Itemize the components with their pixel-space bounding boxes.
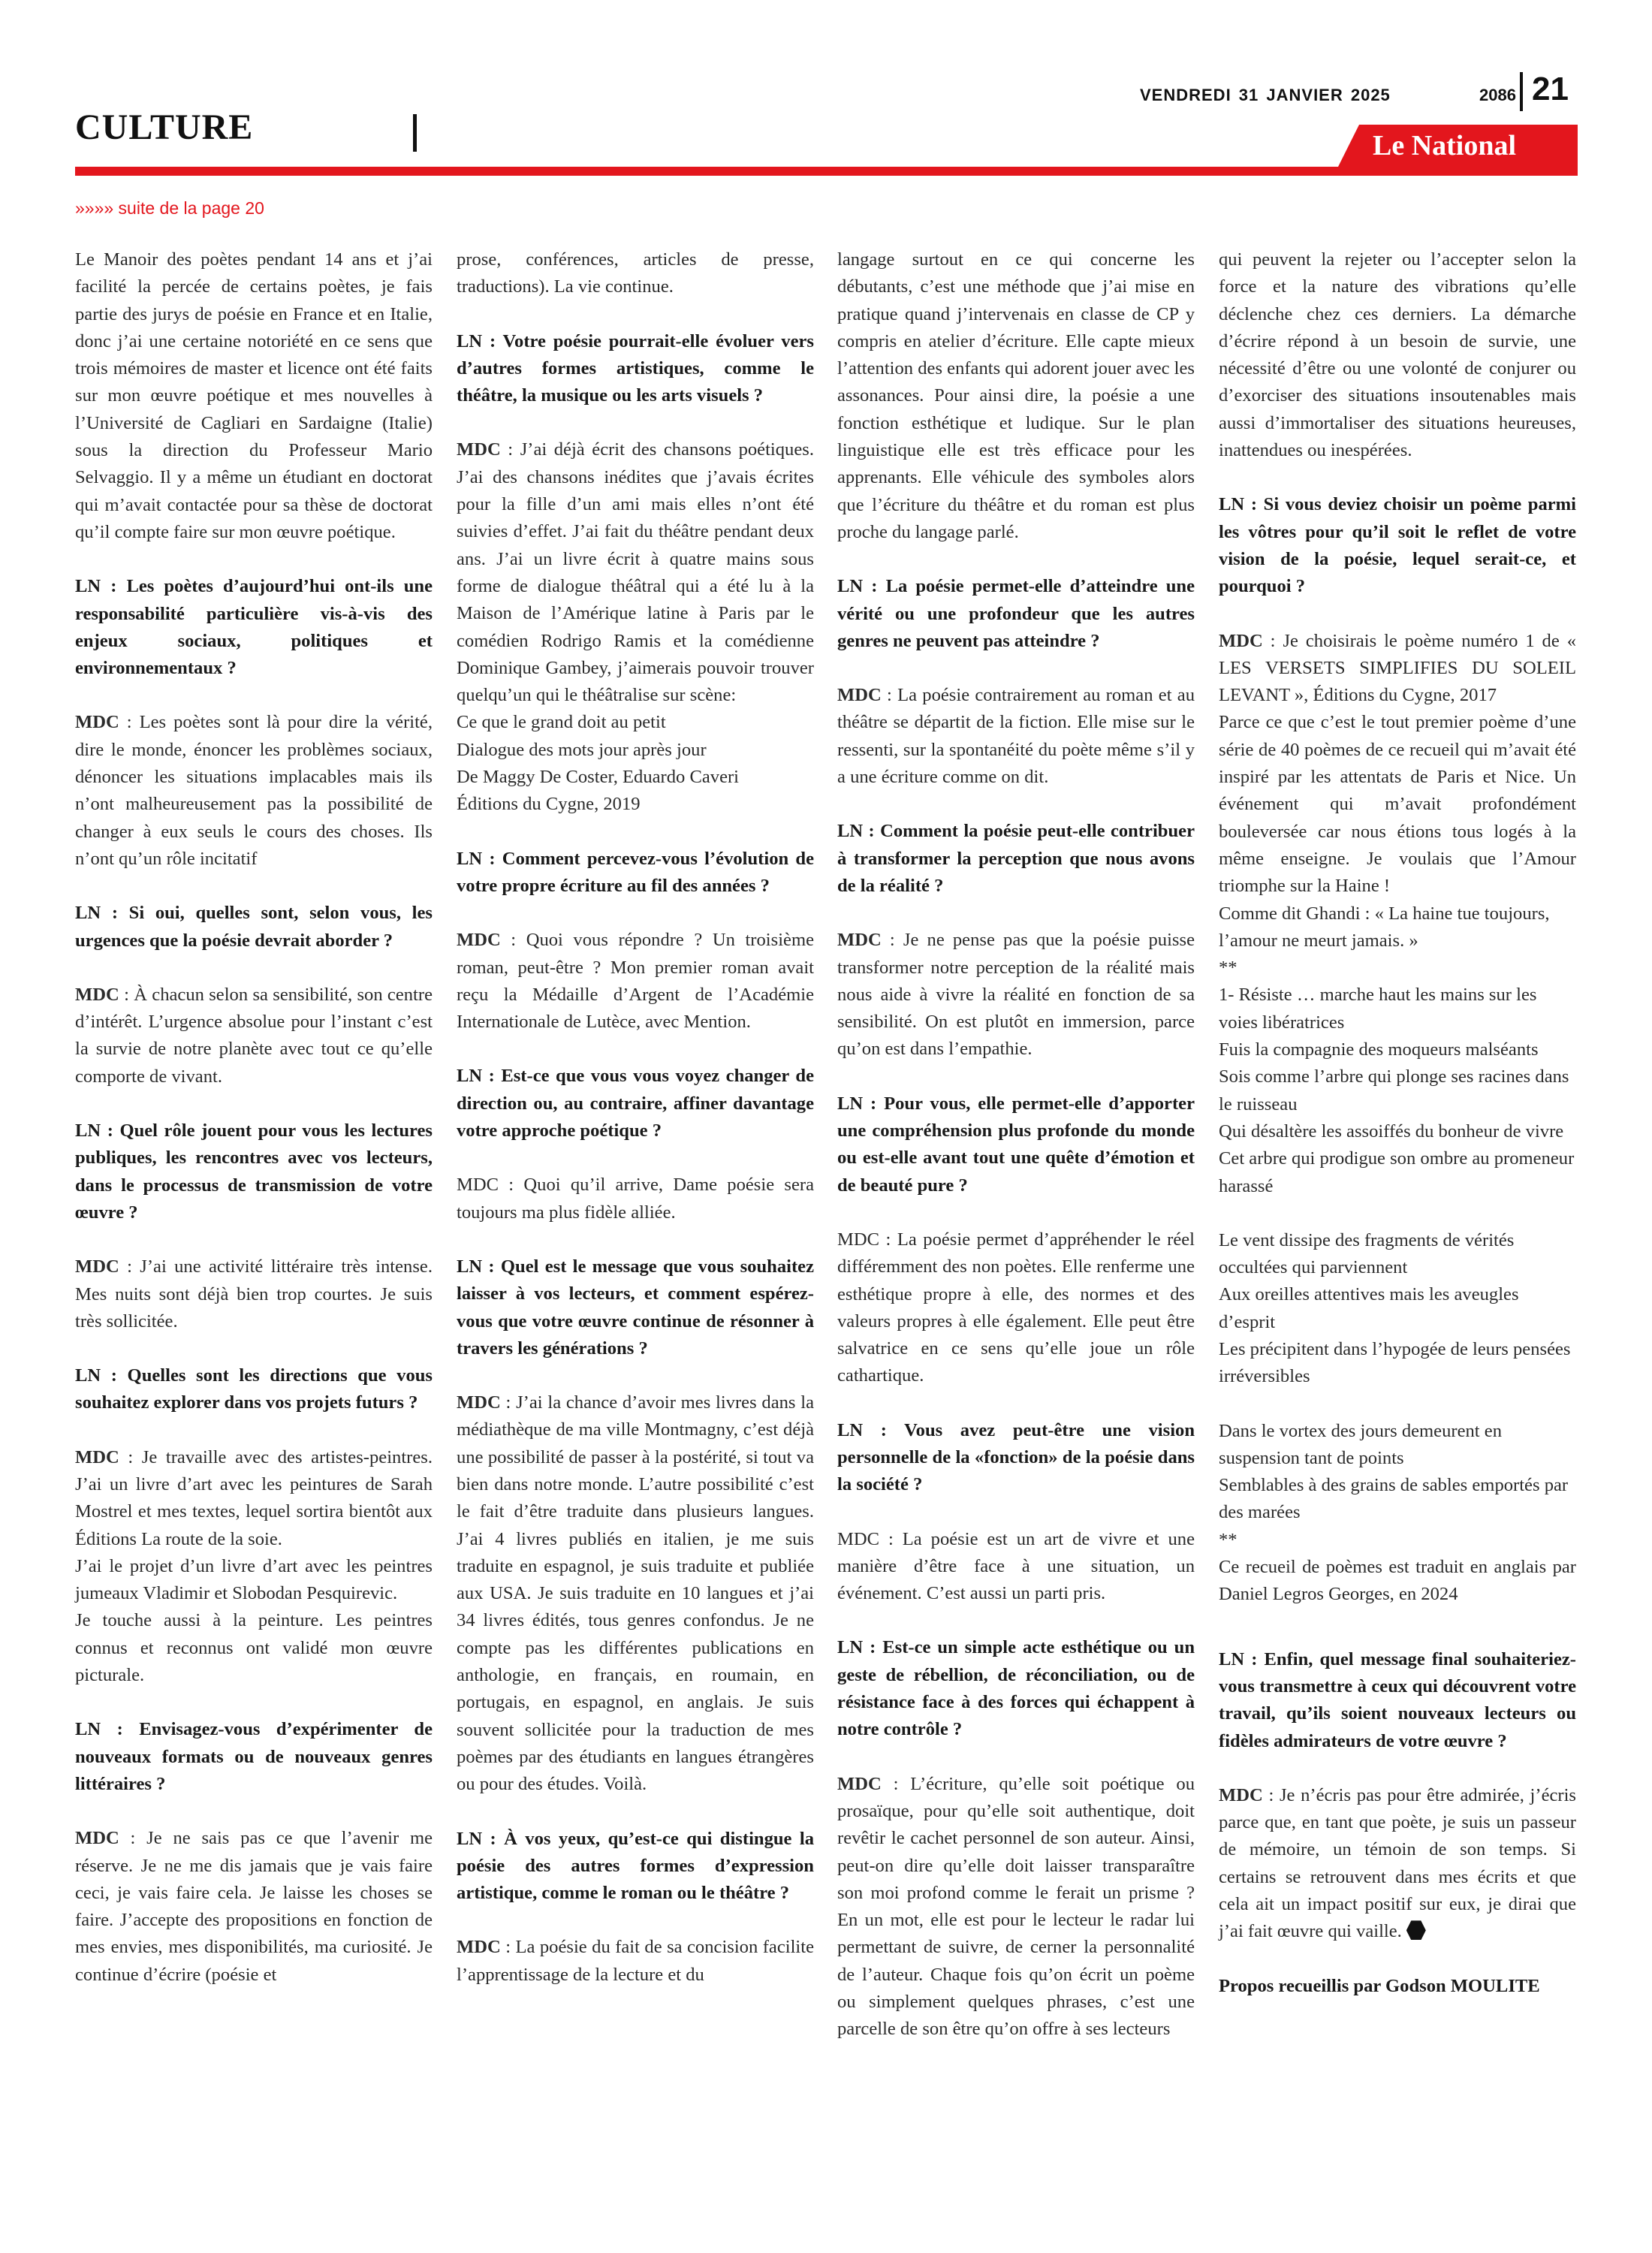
page-number-divider [1520,72,1523,111]
interview-question: LN : Quel est le message que vous souhaitez laisser à vos lecteurs, et comment espérez-vous que votre œuvre continue de résonner à travers les générations ? [457,1256,814,1359]
interview-answer: MDC : La poésie est un art de vivre et une manière d’être face à une situation, un événement. C’est aussi un parti pris. [837,1528,1195,1604]
interview-question: LN : Est-ce que vous vous voyez changer de direction ou, au contraire, affiner davantage votre approche poétique ? [457,1066,814,1142]
poem-verse: Le vent dissipe des fragments de vérités occultées qui parviennent [1219,1229,1515,1278]
issue-date: VENDREDI 31 JANVIER 2025 [1140,86,1391,104]
stanza-separator: ** [1219,1529,1237,1550]
interview-answer [837,927,1195,1063]
article-column-4 [1219,246,1576,2027]
interview-answer [457,436,814,818]
interview-question: LN : Pour vous, elle permet-elle d’apporter une compréhension plus profonde du monde ou est-elle avant tout une quête d’émotion et de beauté pure ? [837,1093,1195,1196]
interview-question: LN : Envisagez-vous d’expérimenter de nouveaux formats ou de nouveaux genres littéraires ? [75,1719,433,1794]
answer-text [457,436,814,709]
poem-verse: Semblables à des grains de sables emportés par des marées [1219,1475,1569,1523]
poem-verse: Qui désaltère les assoiffés du bonheur de vivre [1219,1120,1564,1142]
poem-verse: Aux oreilles attentives mais les aveugles d’esprit [1219,1284,1519,1332]
poem-verse: 1- Résiste … marche haut les mains sur les voies libératrices [1219,985,1537,1033]
quote-line: Comme dit Ghandi : « La haine tue toujours, l’amour ne meurt jamais. » [1219,903,1550,951]
newspaper-name: Le National [1373,130,1517,161]
speaker-label: MDC [75,1256,119,1277]
title-divider [413,114,417,152]
continued-from-link[interactable]: »»»» suite de la page 20 [75,198,264,218]
poem-stanza [1219,1418,1576,1609]
interview-question: LN : La poésie permet-elle d’atteindre une vérité ou une profondeur que les autres genres ne peuvent pas atteindre ? [837,576,1195,651]
poem-verse: Les précipitent dans l’hypogée de leurs pensées irréversibles [1219,1338,1571,1387]
translation-note: Ce recueil de poèmes est traduit en anglais par Daniel Legros Georges, en 2024 [1219,1557,1576,1605]
answer-text: : Je ne pense pas que la poésie puisse transformer notre perception de la réalité mais nous aide à vivre la réalité en fonction de sa sensibilité. On est plutôt en immersion, parce qu’on est dans l’empathie. [837,930,1195,1060]
interview-question: LN : Enfin, quel message final souhaiteriez-vous transmettre à ceux qui découvrent votre travail, qu’ils soient nouveaux lecteurs ou fidèles admirateurs de votre œuvre ? [1219,1648,1576,1751]
speaker-label: MDC [457,930,501,951]
paragraph: langage surtout en ce qui concerne les débutants, c’est une méthode que j’ai mise en pratique quand j’intervenais en classe de CP y compris en atelier d’écriture. Elle capte mieux l’attention des enfants qui adorent jouer avec les assonances. Pour ainsi dire, la poésie a une fonction esthétique et ludique. Sur le plan linguistique elle est très efficace pour les apprenants. Elle véhicule des symboles alors que l’écriture du théâtre et du roman est plus proche du langage parlé. [837,249,1195,542]
book-reference: Dialogue des mots jour après jour [457,739,707,760]
book-reference: De Maggy De Coster, Eduardo Caveri [457,767,740,788]
answer-text: : Je choisirais le poème numéro 1 de « LES VERSETS SIMPLIFIES DU SOLEIL LEVANT », Éditions du Cygne, 2017 [1219,630,1576,706]
interview-answer: MDC : Quoi qu’il arrive, Dame poésie sera toujours ma plus fidèle alliée. [457,1175,814,1223]
paragraph: qui peuvent la rejeter ou l’accepter selon la force et la nature des vibrations qu’elle déclenche chez ces derniers. La démarche d’écrire répond à un besoin de survie, une nécessité d’être ou une volonté de conjurer ou d’exorciser des situations insoutenables mais aussi d’immortaliser des situations heureuses, inattendues ou inespérées. [1219,249,1576,461]
answer-text: J’ai le projet d’un livre d’art avec les peintres jumeaux Vladimir et Slobodan Pesquirevic. [75,1555,433,1604]
interview-question: LN : Si oui, quelles sont, selon vous, les urgences que la poésie devrait aborder ? [75,903,433,951]
end-of-article-icon [1406,1920,1426,1940]
interview-question: LN : Comment la poésie peut-elle contribuer à transformer la perception que nous avons de la réalité ? [837,821,1195,896]
interview-answer [75,709,433,873]
interview-answer [457,927,814,1036]
answer-text: : Je n’écris pas pour être admirée, j’écris parce que, en tant que poète, je suis un passeur de mémoire, un témoin de son temps. Si certains se retrouvent dans mes écrits et que cela ait un impact positif sur eux, je dirai que j’ai fait œuvre qui vaille. [1219,1784,1576,1942]
answer-text: : Je travaille avec des artistes-peintres. J’ai un livre d’art avec les peintures de Sarah Mostrel et mes textes, lequel sortira bientôt aux Éditions La route de la soie. [75,1446,433,1549]
answer-text: : J’ai la chance d’avoir mes livres dans la médiathèque de ma ville Montmagny, c’est déjà une possibilité de passer à la postérité, si tout va bien dans notre monde. L’autre possibilité c’est le fait d’être traduite dans plusieurs langues. J’ai 4 livres publiés en italien, je me suis traduite en espagnol, je suis traduite et publiée aux USA. Je suis traduite en 10 langues et j’ai 34 livres édités, tous genres confondus. Je ne compte pas les différentes publications en anthologie, en français, en roumain, en portugais, en espagnol, en anglais. Je suis souvent sollicitée pour la traduction de mes poèmes par des étudiants en langues étrangères ou pour des études. Voilà. [457,1392,814,1795]
interview-question: LN : Quelles sont les directions que vous souhaitez explorer dans vos projets futurs ? [75,1365,433,1413]
interview-question: LN : Les poètes d’aujourd’hui ont-ils une responsabilité particulière vis-à-vis des enjeux sociaux, politiques et environnementaux ? [75,576,433,679]
article-column-3 [837,246,1195,2071]
poem-verse: Sois comme l’arbre qui plonge ses racines dans le ruisseau [1219,1066,1569,1114]
interview-question: LN : À vos yeux, qu’est-ce qui distingue la poésie des autres formes d’expression artistique, comme le roman ou le théâtre ? [457,1828,814,1904]
book-reference: Éditions du Cygne, 2019 [457,794,641,815]
article-column-1 [75,246,433,2016]
answer-text: : Quoi vous répondre ? Un troisième roman, peut-être ? Mon premier roman avait reçu la Médaille d’Argent de l’Académie Internationale de Lutèce, avec Mention. [457,930,814,1033]
answer-text [1219,628,1576,710]
speaker-label: MDC [75,984,119,1005]
speaker-label: MDC [1219,630,1263,651]
speaker-label: MDC [837,1773,882,1794]
answer-text [75,1444,433,1553]
speaker-label: MDC [457,1392,501,1413]
answer-text: : La poésie du fait de sa concision facilite l’apprentissage de la lecture et du [457,1937,814,1985]
answer-text: : À chacun selon sa sensibilité, son centre d’intérêt. L’urgence absolue pour l’instant c’est la survie de notre planète avec tout ce qu’elle comporte de vivant. [75,984,433,1087]
interview-answer [75,1444,433,1690]
paragraph: prose, conférences, articles de presse, traductions). La vie continue. [457,249,814,297]
interview-question: LN : Est-ce un simple acte esthétique ou un geste de rébellion, de réconciliation, ou de résistance face à des forces qui échappent à notre contrôle ? [837,1637,1195,1740]
speaker-label: MDC [457,1937,501,1958]
interview-answer [1219,628,1576,1200]
speaker-label: MDC [1219,1784,1263,1805]
speaker-label: MDC [75,1828,119,1849]
issue-number: 2086 [1479,86,1516,104]
interview-answer [837,1771,1195,2043]
answer-text: : Je ne sais pas ce que l’avenir me réserve. Je ne me dis jamais que je vais faire ceci, je vais faire cela. Je laisse les choses se faire. J’accepte des propositions en fonction de mes envies, mes disponibilités, ma curiosité. Je continue d’écrire (poésie et [75,1828,433,1985]
page-number: 21 [1532,71,1569,107]
interview-question: LN : Comment percevez-vous l’évolution de votre propre écriture au fil des années ? [457,848,814,896]
answer-text: : J’ai déjà écrit des chansons poétiques. J’ai des chansons inédites que j’avais écrites pour la fille d’un ami mais elles n’ont été suivies d’effet. J’ai fait du théâtre pendant deux ans. J’ai un livre écrit à quatre mains sous forme de dialogue théâtral qui a été lu à la Maison de l’Amérique latine à Paris par le comédien Rodrigo Ramis et la comédienne Dominique Gambey, j’aimerais pouvoir trouver quelqu’un qui le théâtralise sur scène: [457,439,814,706]
interview-answer: MDC : La poésie permet d’appréhender le réel différemment des non poètes. Elle renferme une esthétique propre à elle, des normes et des valeurs propres à elle également. Elle peut être salvatrice en ce sens qu’elle joue un rôle cathartique. [837,1229,1195,1386]
interview-answer [75,1825,433,1989]
answer-text: : J’ai une activité littéraire très intense. Mes nuits sont déjà bien trop courtes. Je suis très sollicitée. [75,1256,433,1332]
article-column-2 [457,246,814,2016]
interview-answer [75,1253,433,1335]
book-reference: Ce que le grand doit au petit [457,712,666,733]
stanza-separator: ** [1219,958,1237,979]
interview-question: LN : Vous avez peut-être une vision personnelle de la «fonction» de la poésie dans la société ? [837,1419,1195,1495]
answer-text: : La poésie contrairement au roman et au théâtre se départit de la fiction. Elle mise sur le ressenti, sur la spontanéité du poète même s’il y a une écriture comme on dit. [837,685,1195,788]
interview-answer [457,1934,814,1989]
section-title: CULTURE [75,107,254,147]
article-credit: Propos recueillis par Godson MOULITE [1219,1975,1540,1996]
interview-question: LN : Votre poésie pourrait-elle évoluer vers d’autres formes artistiques, comme le théâtre, la musique ou les arts visuels ? [457,330,814,406]
answer-text: : Les poètes sont là pour dire la vérité, dire le monde, énoncer les problèmes sociaux, dénoncer les situations implacables mais ils n’ont malheureusement pas la possibilité de changer à eux seuls le cours des choses. Ils n’ont qu’un rôle incitatif [75,712,433,869]
answer-text: : L’écriture, qu’elle soit poétique ou prosaïque, pour qu’elle soit authentique, doit revêtir le cachet personnel de son auteur. Ainsi, peut-on dire qu’elle doit laisser transparaître son moi profond comme le ferait un prisme ? En un mot, elle est pour le lecteur le radar lui permettant de suivre, de cerner la personnalité de l’auteur. Chaque fois qu’on écrit un poème ou simplement quelques phrases, c’est une parcelle de son être qu’on offre à ses lecteurs [837,1773,1195,2040]
interview-answer [837,682,1195,791]
interview-question: LN : Si vous deviez choisir un poème parmi les vôtres pour qu’il soit le reflet de votre vision de la poésie, lequel serait-ce, et pourquoi ? [1219,494,1576,597]
speaker-label: MDC [837,685,882,706]
poem-verse: Dans le vortex des jours demeurent en suspension tant de points [1219,1420,1502,1468]
answer-text: Je touche aussi à la peinture. Les peintres connus et reconnus ont validé mon œuvre picturale. [75,1610,433,1686]
poem-verse: Cet arbre qui prodigue son ombre au promeneur harassé [1219,1148,1575,1196]
poem-verse: Fuis la compagnie des moqueurs malséants [1219,1039,1539,1060]
speaker-label: MDC [457,439,501,460]
speaker-label: MDC [75,1446,119,1467]
interview-question: LN : Quel rôle jouent pour vous les lectures publiques, les rencontres avec vos lecteurs, dans le processus de transmission de votre œuvre ? [75,1120,433,1223]
speaker-label: MDC [837,930,882,951]
interview-answer [457,1389,814,1798]
interview-answer [75,982,433,1090]
speaker-label: MDC [75,712,119,733]
poem-stanza [1219,1227,1576,1391]
interview-answer [1219,1782,1576,1946]
paragraph: Le Manoir des poètes pendant 14 ans et j’ai facilité la percée de certains poètes, je fais partie des jurys de poésie en France et en Italie, donc j’ai une certaine notoriété en ce sens que trois mémoires de master et licence ont été faits sur mon œuvre poétique et mes nouvelles à l’Université de Cagliari en Sardaigne (Italie) sous la direction du Professeur Mario Selvaggio. Il y a même un étudiant en doctorat qui m’avait contactée pour sa thèse de doctorat qu’il compte faire sur mon œuvre poétique. [75,249,433,542]
answer-text: Parce ce que c’est le tout premier poème d’une série de 40 poèmes de ce recueil qui m’avait été inspiré par les attentats de Paris et Nice. Un événement qui m’avait profondément bouleversée car nous étions tous logés à la même enseigne. Je voulais que l’Amour triomphe sur la Haine ! [1219,712,1576,897]
